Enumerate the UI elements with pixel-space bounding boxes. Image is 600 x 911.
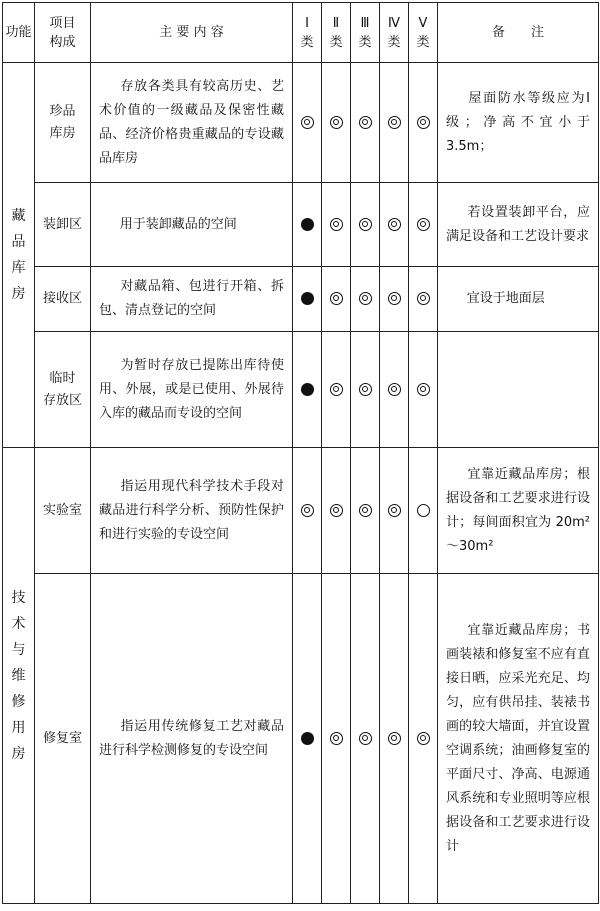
class-3-cell — [351, 183, 380, 267]
double-circle-icon — [330, 732, 343, 745]
item-name-line: 库房 — [49, 125, 76, 141]
item-name-line: 装卸区 — [42, 216, 82, 232]
double-circle-icon — [330, 218, 343, 231]
content-text: 存放各类具有较高历史、艺术价值的一级藏品及保密性藏品、经济价格贵重藏品的专设藏品库房 — [99, 78, 284, 166]
double-circle-icon — [359, 383, 372, 396]
item-name-line: 珍品 — [49, 103, 76, 119]
class-2-cell — [322, 574, 351, 904]
double-circle-icon — [359, 116, 372, 129]
class-4-suffix: 类 — [387, 34, 401, 50]
content-cell — [91, 267, 293, 332]
double-circle-icon — [330, 383, 343, 396]
header-item — [35, 3, 91, 63]
class-5-cell — [409, 63, 438, 183]
notes-text: 宜靠近藏品库房；根据设备和工艺要求进行设计；每间面积宜为 20m²～30m² — [446, 466, 590, 554]
content-cell — [91, 63, 293, 183]
header-row — [3, 3, 599, 63]
notes-text: 宜设于地面层 — [466, 291, 545, 306]
item-name-line: 实验室 — [42, 502, 82, 518]
class-2-cell — [322, 332, 351, 448]
class-2-suffix: 类 — [329, 34, 343, 50]
item-cell — [35, 332, 91, 448]
function-group-char: 修 — [11, 693, 26, 710]
class-5-cell — [409, 574, 438, 904]
table-row — [3, 267, 599, 332]
class-4-cell — [380, 267, 409, 332]
class-3-cell — [351, 448, 380, 574]
header-class-3 — [351, 3, 380, 63]
notes-text: 若设置装卸平台，应满足设备和工艺设计要求 — [446, 204, 590, 244]
class-5-cell — [409, 183, 438, 267]
class-4-roman: Ⅳ — [388, 15, 400, 31]
item-cell — [35, 183, 91, 267]
open-circle-icon — [417, 504, 430, 517]
header-class-4 — [380, 3, 409, 63]
double-circle-icon — [301, 116, 314, 129]
double-circle-icon — [417, 383, 430, 396]
class-1-cell — [293, 267, 322, 332]
function-group-char: 房 — [11, 745, 26, 762]
class-3-suffix: 类 — [358, 34, 372, 50]
table-row — [3, 448, 599, 574]
double-circle-icon — [359, 732, 372, 745]
item-cell — [35, 574, 91, 904]
notes-cell — [438, 63, 599, 183]
class-4-cell — [380, 63, 409, 183]
header-item-line1: 项目 — [49, 15, 76, 31]
class-1-cell — [293, 332, 322, 448]
function-room-table — [2, 2, 599, 904]
solid-dot-icon — [301, 292, 314, 305]
item-name-line: 临时 — [49, 370, 76, 386]
double-circle-icon — [301, 504, 314, 517]
function-group-cell — [3, 448, 35, 904]
content-text: 对藏品箱、包进行开箱、拆包、清点登记的空间 — [99, 279, 284, 318]
item-cell — [35, 63, 91, 183]
double-circle-icon — [417, 218, 430, 231]
double-circle-icon — [388, 383, 401, 396]
item-name-line: 存放区 — [42, 392, 82, 408]
class-1-cell — [293, 574, 322, 904]
double-circle-icon — [417, 732, 430, 745]
table-row — [3, 332, 599, 448]
function-group-char: 术 — [11, 615, 26, 632]
content-cell — [91, 332, 293, 448]
header-class-1 — [293, 3, 322, 63]
content-text: 指运用现代科学技术手段对藏品进行科学分析、预防性保护和进行实验的专设空间 — [99, 478, 284, 542]
class-5-cell — [409, 267, 438, 332]
item-name-line: 接收区 — [42, 291, 82, 306]
class-2-cell — [322, 183, 351, 267]
notes-text: 宜靠近藏品库房；书画装裱和修复室不应有直接日晒，应采光充足、均匀，应有供吊挂、装裱书画的较大墙面，并宜设置空调系统；油画修复室的平面尺寸、净高、电源通风系统和专业照明等应根据设备和工艺要求进行设计 — [446, 622, 590, 854]
class-3-cell — [351, 574, 380, 904]
function-group-cell — [3, 63, 35, 448]
double-circle-icon — [330, 292, 343, 305]
double-circle-icon — [330, 504, 343, 517]
item-cell — [35, 448, 91, 574]
class-3-cell — [351, 63, 380, 183]
class-1-cell — [293, 183, 322, 267]
function-group-char: 与 — [11, 641, 26, 658]
table-row — [3, 574, 599, 904]
double-circle-icon — [388, 732, 401, 745]
double-circle-icon — [359, 504, 372, 517]
content-cell — [91, 183, 293, 267]
double-circle-icon — [359, 218, 372, 231]
double-circle-icon — [388, 292, 401, 305]
class-2-roman: Ⅱ — [332, 15, 340, 31]
notes-text: 屋面防水等级应为Ⅰ级；净高不宜小于 3.5m； — [446, 90, 590, 154]
class-4-cell — [380, 574, 409, 904]
class-5-cell — [409, 448, 438, 574]
header-class-5 — [409, 3, 438, 63]
class-5-suffix: 类 — [416, 34, 430, 50]
content-cell — [91, 574, 293, 904]
class-2-cell — [322, 63, 351, 183]
class-3-cell — [351, 332, 380, 448]
class-1-cell — [293, 63, 322, 183]
solid-dot-icon — [301, 732, 314, 745]
function-group-char: 房 — [11, 286, 26, 302]
table-row — [3, 63, 599, 183]
header-function: 功能 — [3, 3, 35, 63]
content-text: 用于装卸藏品的空间 — [119, 216, 237, 232]
double-circle-icon — [417, 292, 430, 305]
header-item-line2: 构成 — [49, 34, 76, 50]
function-group-char: 维 — [11, 667, 26, 684]
table-row — [3, 183, 599, 267]
notes-cell — [438, 332, 599, 448]
class-3-cell — [351, 267, 380, 332]
item-cell — [35, 267, 91, 332]
class-2-cell — [322, 448, 351, 574]
content-text: 指运用传统修复工艺对藏品进行科学检测修复的专设空间 — [99, 718, 284, 758]
content-cell — [91, 448, 293, 574]
class-2-cell — [322, 267, 351, 332]
function-group-char: 品 — [11, 234, 26, 250]
solid-dot-icon — [301, 383, 314, 396]
notes-cell — [438, 448, 599, 574]
class-4-cell — [380, 448, 409, 574]
double-circle-icon — [388, 218, 401, 231]
double-circle-icon — [417, 116, 430, 129]
solid-dot-icon — [301, 218, 314, 231]
item-name-line: 修复室 — [42, 730, 82, 746]
function-group-char: 藏 — [11, 208, 26, 224]
class-4-cell — [380, 332, 409, 448]
header-notes: 备 注 — [438, 3, 599, 63]
class-3-roman: Ⅲ — [360, 15, 370, 31]
notes-cell — [438, 574, 599, 904]
double-circle-icon — [388, 504, 401, 517]
content-text: 为暂时存放已提陈出库待使用、外展，或是已使用、外展待入库的藏品而专设的空间 — [99, 357, 284, 421]
double-circle-icon — [388, 116, 401, 129]
class-1-suffix: 类 — [300, 34, 314, 50]
class-1-cell — [293, 448, 322, 574]
function-group-char: 用 — [11, 719, 26, 736]
header-class-2 — [322, 3, 351, 63]
function-group-char: 库 — [11, 260, 26, 276]
double-circle-icon — [359, 292, 372, 305]
class-5-roman: Ⅴ — [418, 15, 428, 31]
notes-cell — [438, 267, 599, 332]
double-circle-icon — [330, 116, 343, 129]
class-5-cell — [409, 332, 438, 448]
notes-cell — [438, 183, 599, 267]
class-1-roman: Ⅰ — [305, 15, 309, 31]
class-4-cell — [380, 183, 409, 267]
table-body — [3, 63, 599, 904]
function-group-char: 技 — [11, 589, 26, 606]
header-content: 主 要 内 容 — [91, 3, 293, 63]
